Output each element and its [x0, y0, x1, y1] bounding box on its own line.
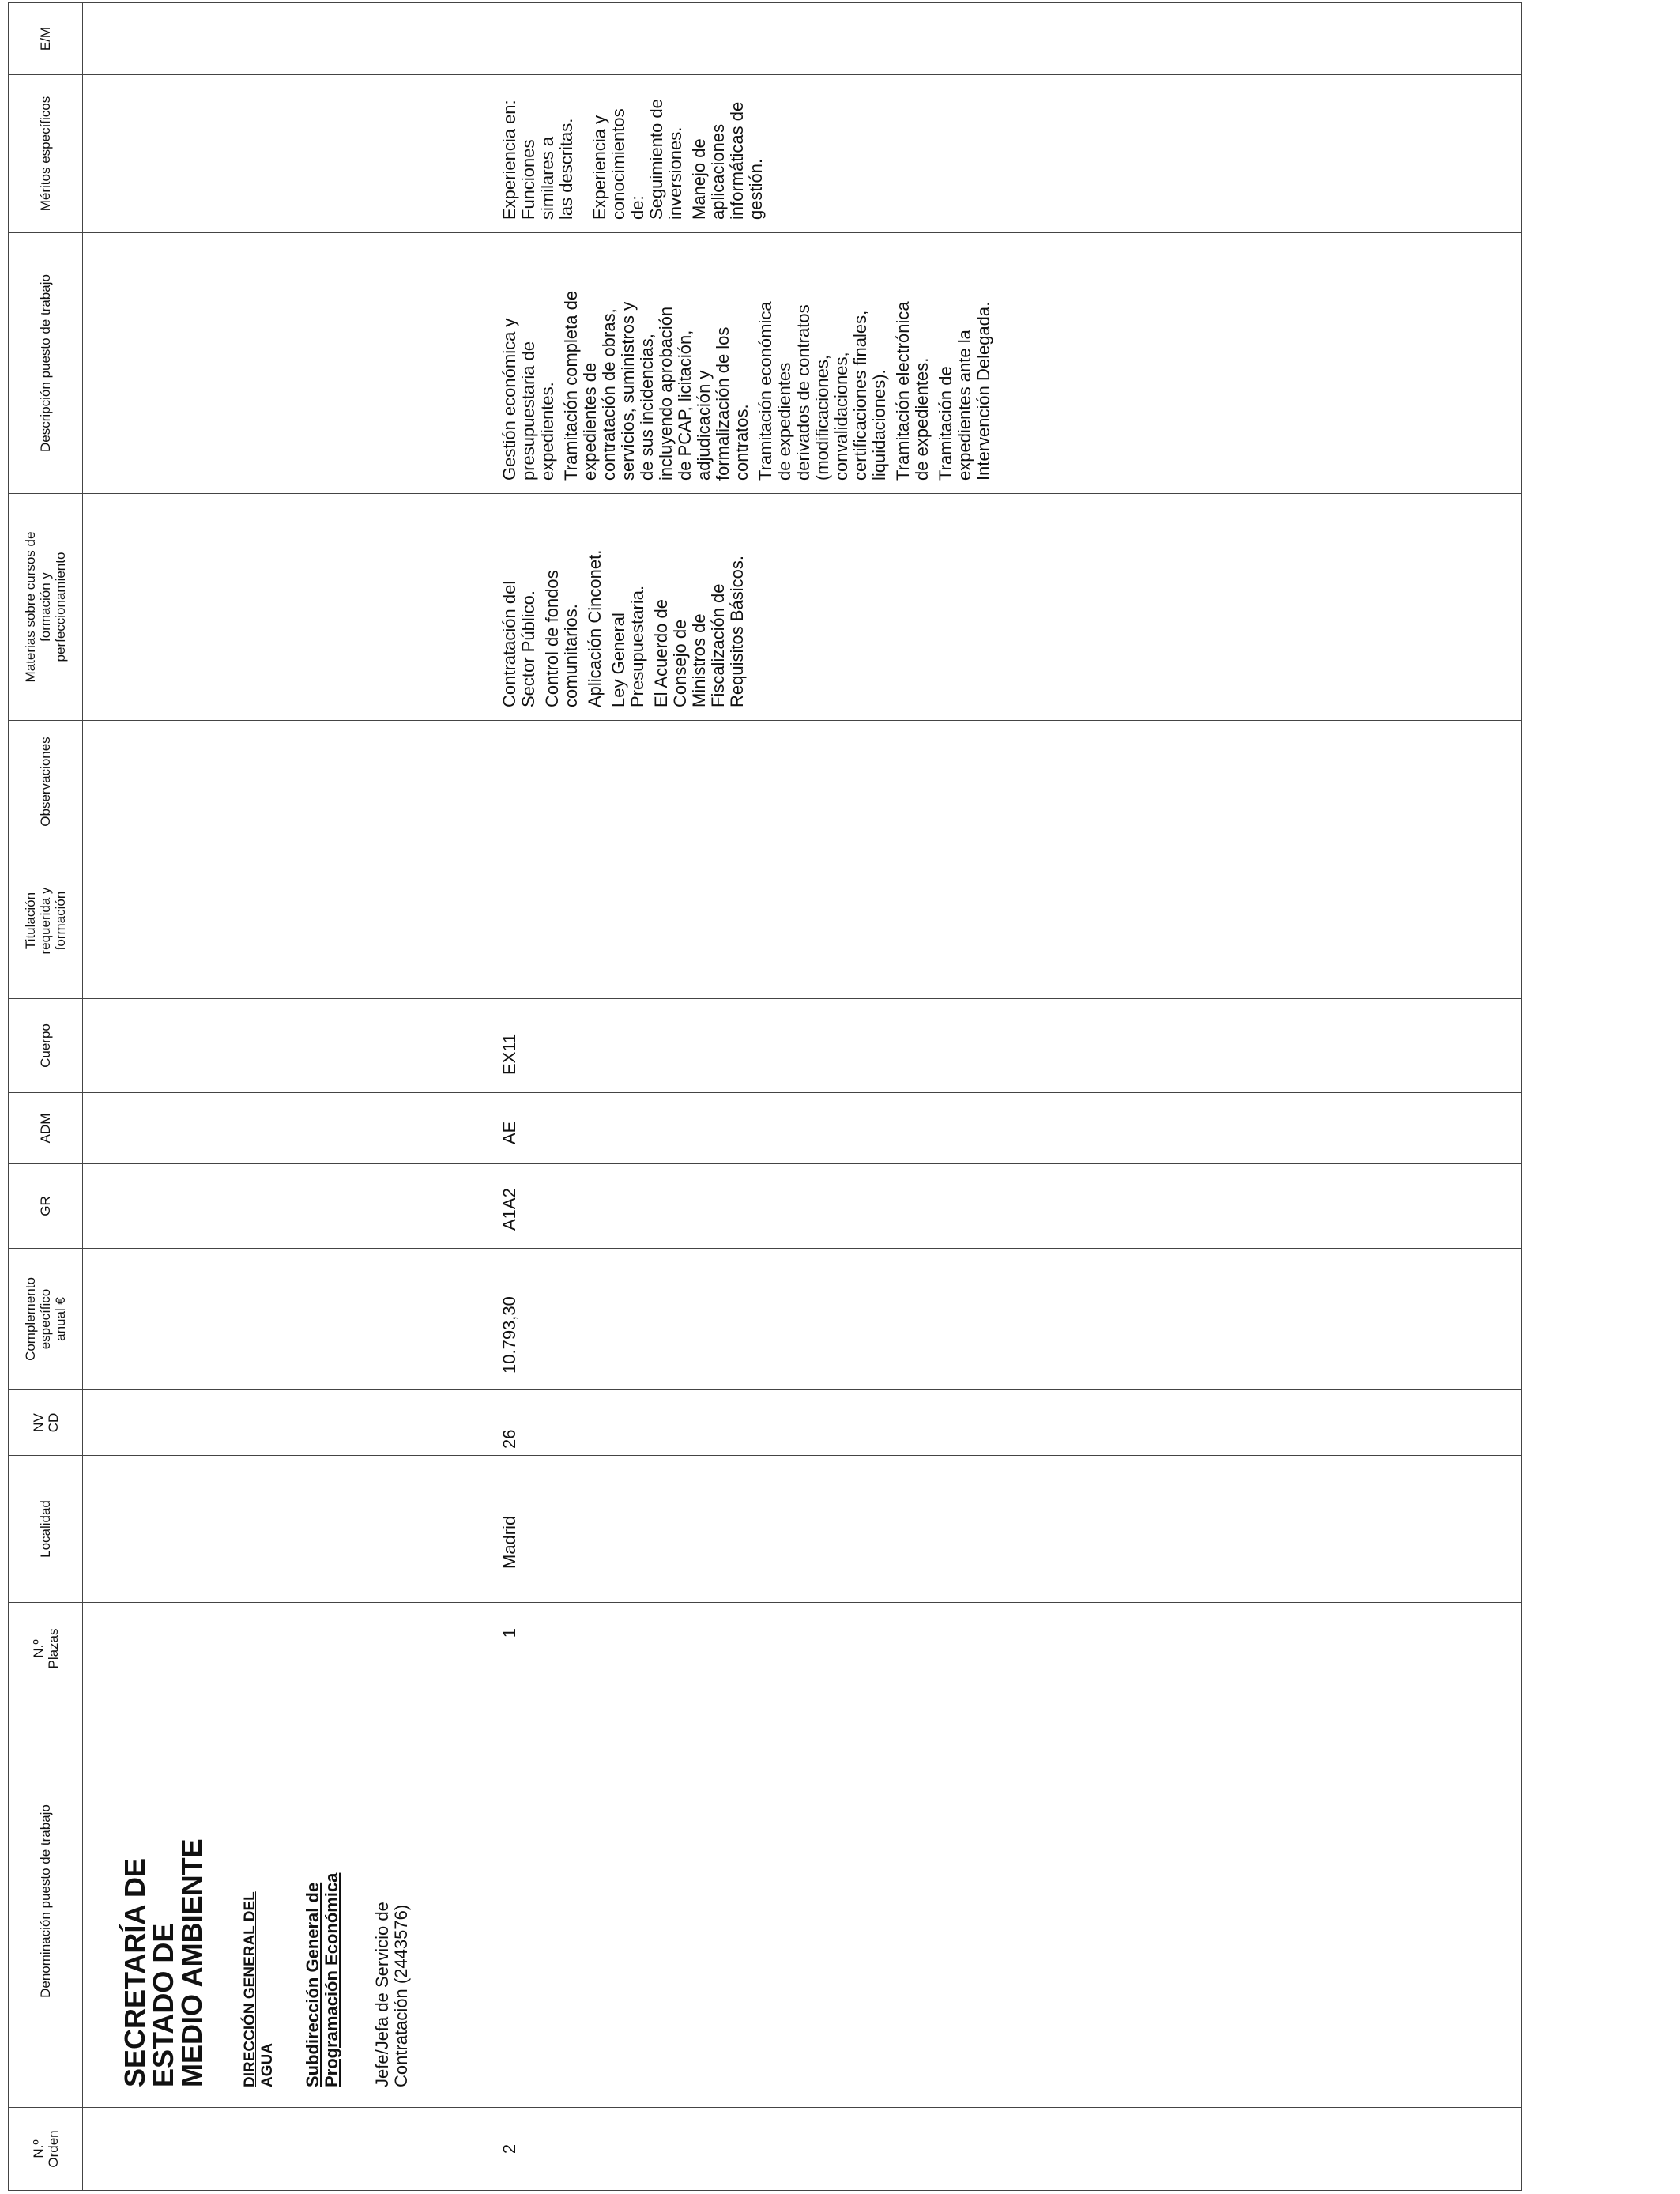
col-materias-header: Materias sobre cursos de formación y perfeccionamiento: [9, 494, 83, 721]
cell-nivel: [83, 1390, 1522, 1456]
cell-adm: [83, 1093, 1522, 1164]
list-item: Gestión económica y presupuestaria de expedientes.: [499, 318, 557, 481]
em-value: [83, 9, 500, 68]
localidad-value: Madrid: [499, 1515, 519, 1569]
gr-value: A1A2: [499, 1188, 519, 1231]
cell-orden: [83, 2108, 1522, 2191]
org-direccion: DIRECCIÓN GENERAL DEL AGUA: [242, 1891, 276, 2087]
cuerpo-value: EX11: [499, 1033, 519, 1075]
list-item: Control de fondos comunitarios.: [542, 570, 581, 707]
cell-plazas: [83, 1603, 1522, 1695]
list-item: Experiencia en: Funciones similares a las descritas.: [499, 100, 576, 220]
nivel-value: 26: [499, 1429, 519, 1449]
list-item: Tramitación de expedientes ante la Intervención Delegada.: [936, 301, 993, 481]
cell-denominacion: [83, 1695, 1522, 2108]
table-row: [83, 3, 1522, 2191]
col-titulacion-header: Titulación requerida y formación: [9, 843, 83, 999]
col-gr-header: GR: [9, 1164, 83, 1249]
cell-observaciones: [83, 721, 1522, 843]
titulacion-value: [83, 850, 500, 992]
cell-cuerpo: [83, 999, 1522, 1093]
cell-complemento: [83, 1249, 1522, 1390]
cell-em: [83, 3, 1522, 75]
cell-gr: [83, 1164, 1522, 1249]
col-complemento-header: Complemento específico anual €: [9, 1249, 83, 1390]
col-observaciones-header: Observaciones: [9, 721, 83, 843]
complemento-value: 10.793,30: [499, 1296, 519, 1374]
cell-localidad: [83, 1456, 1522, 1603]
col-orden-header: N.º Orden: [9, 2108, 83, 2191]
col-localidad-header: Localidad: [9, 1456, 83, 1603]
cell-descripcion: [83, 233, 1522, 494]
col-adm-header: ADM: [9, 1093, 83, 1164]
col-em-header: E/M: [9, 3, 83, 75]
header-row: [9, 3, 83, 2191]
list-item: El Acuerdo de Consejo de Ministros de Fiscalización de Requisitos Básicos.: [651, 556, 747, 707]
job-title: Jefe/Jefa de Servicio de Contratación (2443576): [372, 1902, 411, 2087]
list-item: Tramitación electrónica de expedientes.: [893, 301, 932, 481]
orden-value: 2: [499, 2143, 519, 2154]
org-secretaria: SECRETARÍA DE ESTADO DE MEDIO AMBIENTE: [119, 1838, 208, 2087]
list-item: Tramitación completa de expedientes de contratación de obras, servicios, suministros y de sus incidencias, incluyendo aprobación de PCAP, licitación, adjudicación y formalización de los contratos.: [561, 290, 751, 481]
col-nivel-header: NV CD: [9, 1390, 83, 1456]
observaciones-value: [83, 727, 500, 836]
org-subdireccion: Subdirección General de Programación Económica: [303, 1872, 341, 2087]
descripcion-list: [83, 239, 993, 481]
cell-materias: [83, 494, 1522, 721]
list-item: Experiencia y conocimientos de: Seguimiento de inversiones.: [590, 99, 685, 220]
col-descripcion-header: Descripción puesto de trabajo: [9, 233, 83, 494]
job-positions-table: [8, 2, 1522, 2191]
list-item: Tramitación económica de expedientes derivados de contratos (modificaciones, convalidaciones, certificaciones finales, liquidaciones).: [755, 301, 889, 481]
cell-titulacion: [83, 843, 1522, 999]
cell-meritos: [83, 75, 1522, 233]
list-item: Aplicación Cinconet.: [585, 549, 605, 707]
col-meritos-header: Méritos específicos: [9, 75, 83, 233]
col-plazas-header: N.º Plazas: [9, 1603, 83, 1695]
list-item: Manejo de aplicaciones informáticas de gestión.: [689, 101, 766, 220]
list-item: Contratación del Sector Público.: [499, 580, 538, 707]
meritos-list: [83, 81, 766, 220]
plazas-value: 1: [499, 1628, 519, 1638]
col-denominacion-header: Denominación puesto de trabajo: [9, 1695, 83, 2108]
list-item: Ley General Presupuestaria.: [608, 585, 647, 707]
col-cuerpo-header: Cuerpo: [9, 999, 83, 1093]
adm-value: AE: [499, 1121, 519, 1144]
materias-list: [83, 500, 747, 707]
